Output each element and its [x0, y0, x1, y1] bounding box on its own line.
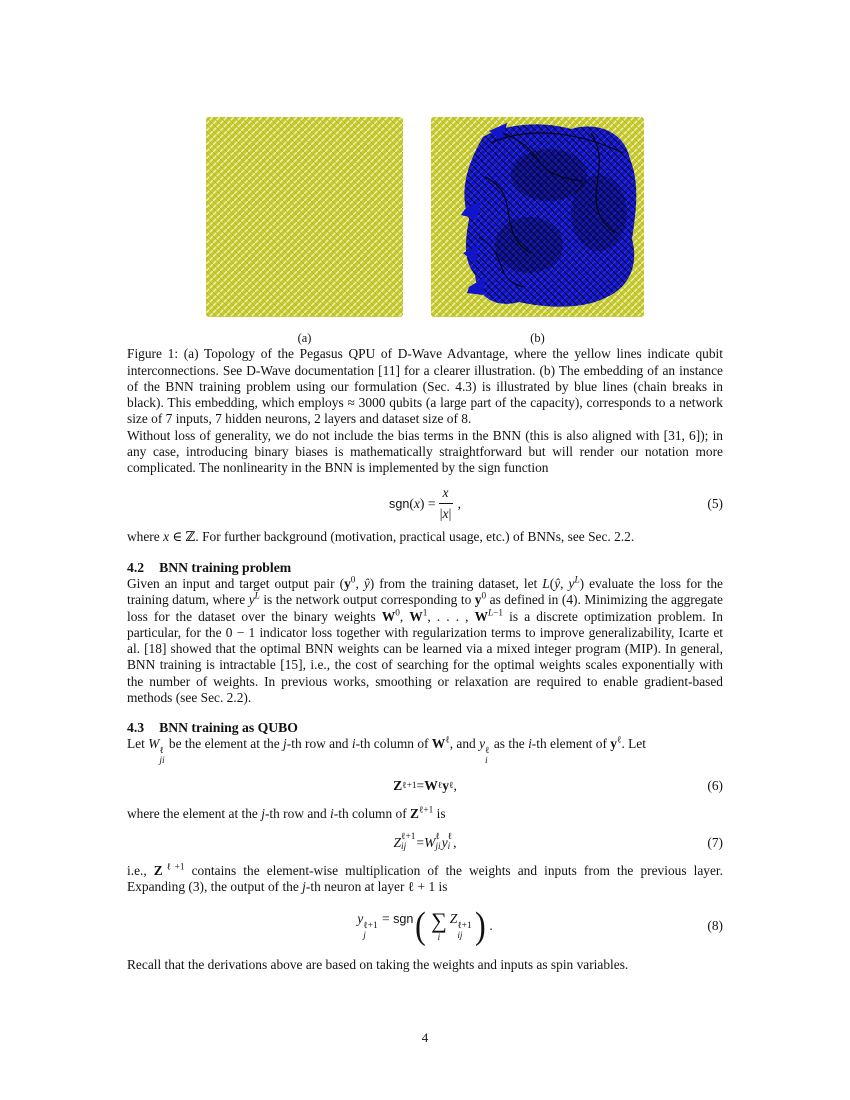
eq8-trail: . — [489, 918, 493, 934]
equation-6-body: Z ℓ+1 = W ℓ y ℓ , — [393, 778, 457, 794]
eq8-lhs: y ℓ+1 j = sgn — [357, 911, 414, 941]
eq8-sum-index: i — [437, 932, 441, 943]
eq8-sum — [431, 910, 447, 942]
equation-7-body: Z ℓ+1 ij = W ℓ ji y ℓ i , — [393, 832, 457, 852]
section-4-3-number: 4.3 — [127, 720, 145, 736]
equation-6-number: (6) — [707, 778, 723, 794]
eq5-trail: , — [457, 495, 461, 511]
section-4-3-title: BNN training as QUBO — [159, 720, 298, 736]
equation-6 — [127, 774, 723, 798]
paragraph-let-w: Let W ℓ ji be the element at the j-th row and i-th column of $W^\ell$, and y ℓ i as the i-th element of $y^\ell$. Let — [127, 735, 646, 766]
eq8-open-paren: ( — [415, 905, 427, 948]
figure-1-caption: Figure 1: (a) Topology of the Pegasus QPU of D-Wave Advantage, where the yellow lines indicate qubit interconnections. See D-Wave documentation [11] for a clearer illustration. (b) The embedding of an instance of the BNN training problem using our formulation (Sec. 4.3) is illustrated by blue lines (chain breaks in black). This embedding, which employs ≈ 3000 qubits (a large part of the capacity), corresponds to a network size of 7 inputs, 7 hidden neurons, 2 layers and dataset size of 8. — [127, 346, 723, 427]
section-4-2-heading — [127, 559, 723, 576]
section-4-3-heading — [127, 719, 723, 736]
paragraph-bias-terms: Without loss of generality, we do not include the bias terms in the BNN (this is also aligned with [31, 6]); in any case, introducing binary biases is mathematically straightforward but will render our notation more complicated. The nonlinearity in the BNN is implemented by the sign function — [127, 427, 723, 476]
equation-5-number: (5) — [707, 495, 723, 511]
figure-1b-label: (b) — [530, 331, 545, 345]
section-4-2-title: BNN training problem — [159, 559, 292, 575]
equation-5-body — [389, 485, 461, 523]
eq8-term: Z ℓ+1 ij — [449, 911, 472, 941]
paragraph-where-element: where the element at the j-th row and i-th column of $Z^{\ell+1}$ is — [127, 806, 446, 822]
equation-8-number: (8) — [707, 918, 723, 934]
text-column — [127, 346, 723, 973]
figure-1a-image — [206, 117, 403, 317]
paragraph-where-x: where x ∈ ℤ. For further background (motivation, practical usage, etc.) of BNNs, see Sec. 2.2. — [127, 528, 635, 544]
page-number: 4 — [421, 1030, 429, 1045]
eq8-close-paren: ) — [474, 905, 486, 948]
section-4-2-number: 4.2 — [127, 559, 145, 575]
eq5-numerator: x — [439, 485, 453, 504]
eq5-fraction — [439, 485, 453, 523]
equation-8-body — [357, 905, 493, 948]
eq5-denominator: |x| — [439, 506, 452, 522]
chain-break-patch — [495, 217, 563, 273]
equation-7 — [127, 831, 723, 855]
paragraph-bnn-training-problem: Given an input and target output pair ($y^0$, ŷ) from the training dataset, let L(ŷ, $y^L$) evaluate the loss for the training datum, where $y^L$ is the network output corresponding to $y^0$ as defined in (4). Minimizing the aggregate loss for the dataset over the binary weights $W^0$, $W^1$, . . . , $W^{L-1}$ is a discrete optimization problem. In particular, for the 0 − 1 indicator loss together with regularization terms to improve generalizability, Icarte et al. [18] showed that the optimal BNN weights can be learned via a mixed integer program (MIP). In general, BNN training is intractable [15], i.e., the cost of searching for the optimal weights scales exponentially with the number of weights. In previous works, smoothing or relaxation are required to enable gradient-based methods (see Sec. 2.2). — [127, 575, 723, 706]
equation-8 — [127, 901, 723, 951]
pegasus-topology-mesh — [206, 117, 403, 317]
figure-1-labels — [0, 330, 850, 346]
paragraph-elementwise: i.e., $Z^{\ell+1}$ contains the element-wise multiplication of the weights and inputs from the previous layer. Expanding (3), the output of the j-th neuron at layer ℓ + 1 is — [127, 862, 723, 895]
paragraph-recall: Recall that the derivations above are based on taking the weights and inputs as spin variables. — [127, 957, 629, 973]
figure-1b-image — [431, 117, 644, 317]
equation-5 — [127, 483, 723, 525]
equation-7-number: (7) — [707, 834, 723, 850]
figure-1-row — [0, 0, 850, 317]
eq5-lhs: sgn(x) = — [389, 495, 436, 511]
sum-icon: ∑ — [431, 908, 447, 934]
figure-1a-label: (a) — [297, 331, 312, 345]
